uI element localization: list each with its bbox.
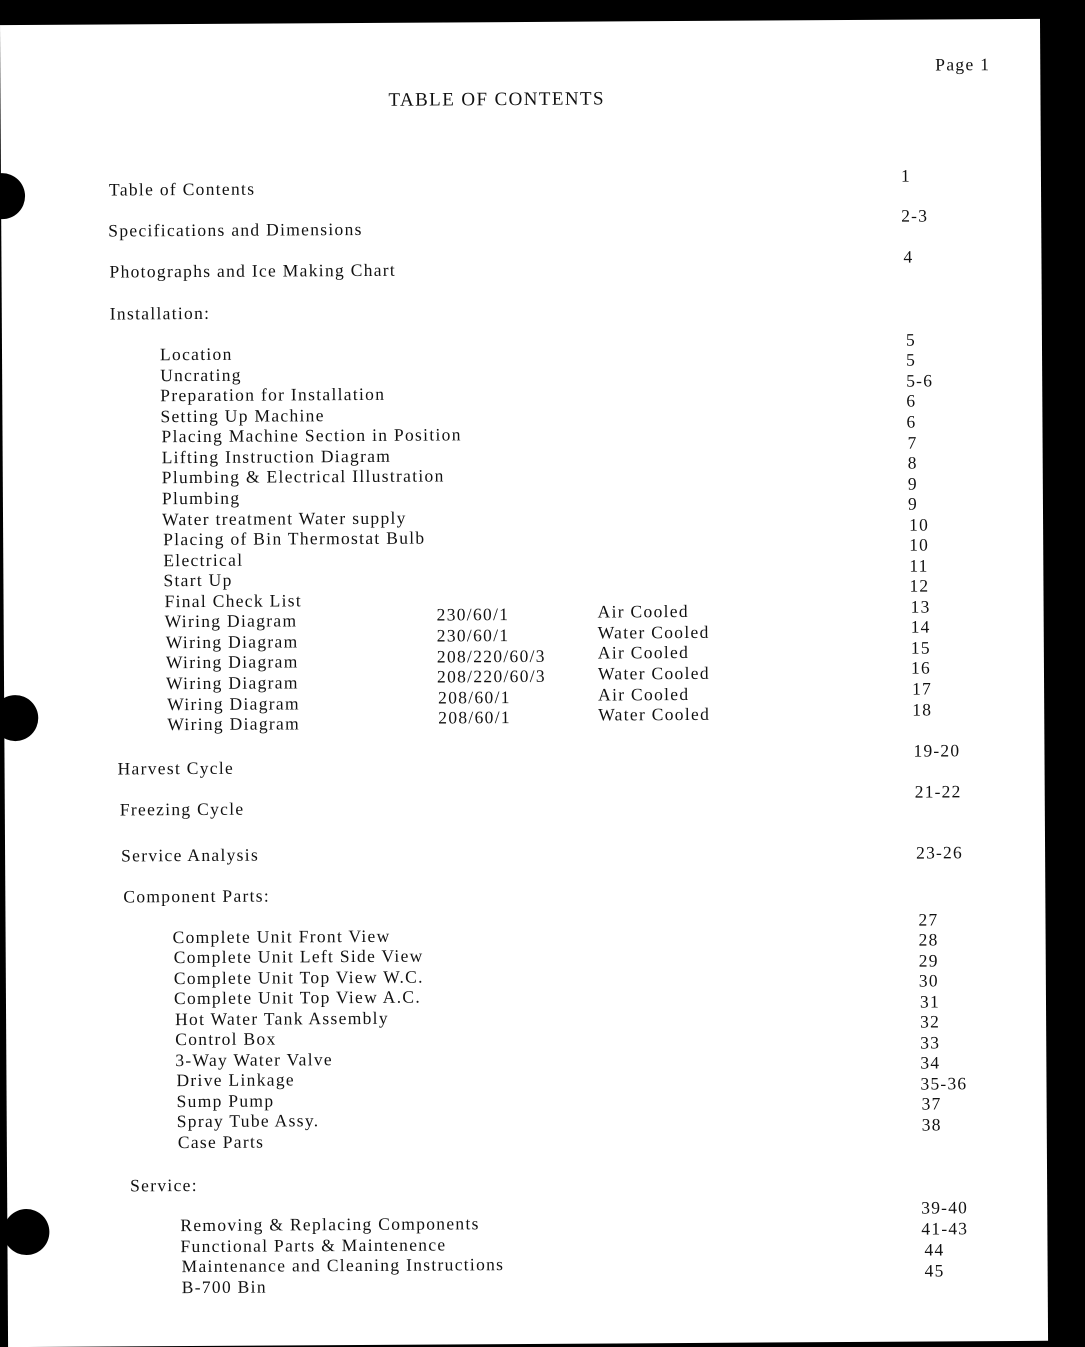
component-label: Complete Unit Top View W.C. <box>173 966 424 989</box>
service-page: 44 <box>924 1239 945 1260</box>
wiring-diagram-cooling: Water Cooled <box>598 703 711 725</box>
component-label: 3-Way Water Valve <box>175 1049 334 1071</box>
toc-subentry-label: Location <box>159 343 233 365</box>
toc-entry-page: 23-26 <box>916 842 963 863</box>
component-page: 32 <box>920 1011 941 1032</box>
punch-hole-middle <box>0 695 38 741</box>
wiring-diagram-cooling: Air Cooled <box>597 600 689 622</box>
wiring-diagram-page: 14 <box>910 616 931 637</box>
toc-subentry-label: Final Check List <box>164 590 303 612</box>
toc-entry-label: Harvest Cycle <box>117 757 235 779</box>
service-page: 41-43 <box>921 1218 969 1239</box>
toc-subentry-label: Plumbing & Electrical Illustration <box>161 465 445 488</box>
wiring-diagram-voltage: 230/60/1 <box>436 625 510 646</box>
toc-subentry-label: Uncrating <box>160 364 242 386</box>
toc-entry-label: Specifications and Dimensions <box>108 218 363 241</box>
toc-subentry-page: 8 <box>907 452 918 473</box>
wiring-diagram-voltage: 208/60/1 <box>438 707 511 728</box>
toc-subentry-label: Preparation for Installation <box>160 383 386 406</box>
wiring-diagram-label: Wiring Diagram <box>165 631 299 653</box>
component-label: Hot Water Tank Assembly <box>175 1007 389 1030</box>
page-number-label: Page 1 <box>935 54 991 75</box>
component-label: Complete Unit Top View A.C. <box>173 986 422 1009</box>
toc-subentry-label: Placing Machine Section in Position <box>161 424 462 447</box>
wiring-diagram-label: Wiring Diagram <box>165 651 299 673</box>
component-page: 31 <box>919 991 940 1012</box>
toc-entry-page: 2-3 <box>901 205 929 226</box>
wiring-diagram-label: Wiring Diagram <box>167 713 301 735</box>
toc-entry-label: Service Analysis <box>121 844 260 866</box>
toc-subentry-page: 9 <box>907 493 918 514</box>
page-title: TABLE OF CONTENTS <box>388 88 606 111</box>
punch-hole-top <box>0 173 25 219</box>
toc-subentry-page: 9 <box>907 473 918 494</box>
document-page <box>0 19 1048 1347</box>
component-page: 38 <box>921 1114 942 1135</box>
toc-subentry-page: 5-6 <box>906 370 934 391</box>
component-page: 28 <box>918 929 939 950</box>
wiring-diagram-voltage: 208/220/60/3 <box>436 665 546 687</box>
component-label: Sump Pump <box>176 1090 275 1112</box>
punch-hole-bottom <box>3 1209 49 1255</box>
service-page: 39-40 <box>921 1197 969 1218</box>
toc-subentry-page: 10 <box>909 534 930 555</box>
wiring-diagram-cooling: Air Cooled <box>597 641 690 663</box>
wiring-diagram-cooling: Water Cooled <box>597 662 710 684</box>
toc-entry-page: 19-20 <box>913 740 961 761</box>
component-page: 30 <box>918 970 939 991</box>
wiring-diagram-voltage: 230/60/1 <box>436 604 510 625</box>
toc-subentry-page: 10 <box>909 514 930 535</box>
toc-entry-label: Freezing Cycle <box>119 798 245 820</box>
toc-entry-page: 1 <box>900 165 911 186</box>
wiring-diagram-page: 17 <box>912 678 933 699</box>
section-heading-component-parts: Component Parts: <box>123 885 271 907</box>
toc-subentry-page: 6 <box>906 390 917 411</box>
component-page: 34 <box>920 1052 941 1073</box>
component-page: 33 <box>920 1032 941 1053</box>
component-label: Complete Unit Front View <box>172 925 391 948</box>
component-label: Complete Unit Left Side View <box>173 945 424 968</box>
component-label: Spray Tube Assy. <box>176 1110 320 1132</box>
toc-subentry-label: Setting Up Machine <box>160 405 325 427</box>
toc-entry-label: Photographs and Ice Making Chart <box>109 259 397 282</box>
component-page: 27 <box>918 909 939 930</box>
toc-entry-label: Table of Contents <box>108 178 256 200</box>
component-label: Drive Linkage <box>176 1069 295 1091</box>
component-label: Case Parts <box>177 1131 265 1153</box>
wiring-diagram-voltage: 208/60/1 <box>438 687 511 708</box>
wiring-diagram-page: 16 <box>910 657 931 678</box>
wiring-diagram-cooling: Water Cooled <box>597 621 710 643</box>
section-heading-installation: Installation: <box>109 302 211 324</box>
wiring-diagram-voltage: 208/220/60/3 <box>436 645 546 667</box>
toc-subentry-page: 7 <box>907 432 918 453</box>
toc-subentry-page: 12 <box>909 575 930 596</box>
toc-subentry-label: Plumbing <box>161 487 241 509</box>
toc-subentry-label: Placing of Bin Thermostat Bulb <box>163 527 426 550</box>
service-label: Removing & Replacing Components <box>180 1213 480 1236</box>
toc-subentry-page: 5 <box>905 329 916 350</box>
toc-subentry-label: Start Up <box>163 569 233 591</box>
toc-subentry-page: 11 <box>909 555 929 576</box>
toc-subentry-label: Water treatment Water supply <box>161 507 407 530</box>
wiring-diagram-page: 13 <box>910 596 931 617</box>
service-label: B-700 Bin <box>181 1276 267 1298</box>
wiring-diagram-page: 15 <box>910 637 931 658</box>
component-page: 29 <box>918 950 939 971</box>
service-label: Maintenance and Cleaning Instructions <box>181 1254 505 1277</box>
wiring-diagram-label: Wiring Diagram <box>167 693 300 715</box>
wiring-diagram-cooling: Air Cooled <box>598 683 690 705</box>
section-heading-service: Service: <box>130 1174 198 1196</box>
toc-entry-page: 4 <box>903 246 914 267</box>
wiring-diagram-label: Wiring Diagram <box>165 672 299 694</box>
component-label: Control Box <box>175 1028 277 1050</box>
service-page: 45 <box>924 1260 945 1281</box>
component-page: 35-36 <box>920 1073 968 1094</box>
wiring-diagram-page: 18 <box>912 699 933 720</box>
toc-entry-page: 21-22 <box>914 781 962 802</box>
toc-subentry-label: Lifting Instruction Diagram <box>161 445 392 468</box>
wiring-diagram-label: Wiring Diagram <box>164 610 298 632</box>
toc-subentry-label: Electrical <box>163 549 244 571</box>
component-page: 37 <box>921 1093 942 1114</box>
service-label: Functional Parts & Maintenence <box>180 1234 447 1257</box>
toc-subentry-page: 5 <box>906 349 917 370</box>
toc-subentry-page: 6 <box>906 411 917 432</box>
